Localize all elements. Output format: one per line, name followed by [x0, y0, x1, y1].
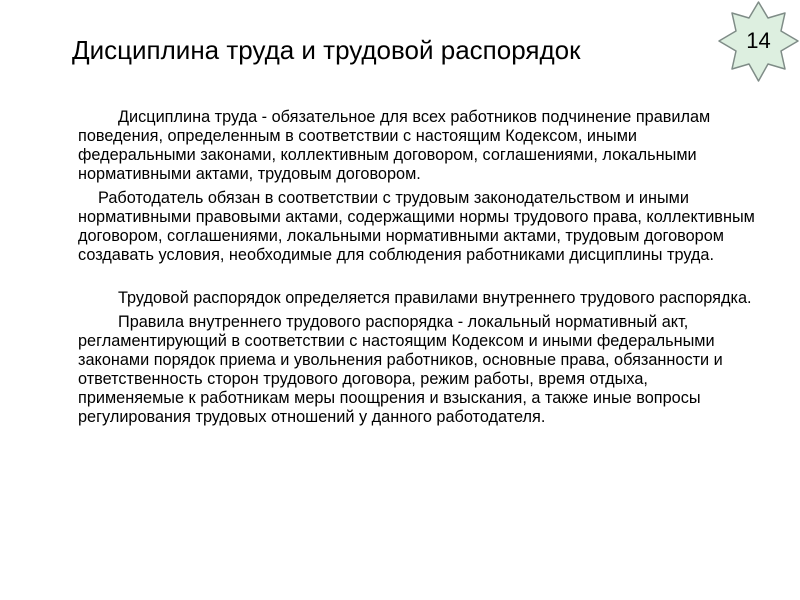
- paragraph-discipline-definition: Дисциплина труда - обязательное для всех работников подчинение правилам поведения, определенным в соответствии с настоящим Кодексом, иными федеральными законами, коллективным договором, соглашениями, локальными нормативными актами, трудовым договором.: [78, 108, 711, 183]
- paragraph-employer-obligation: Работодатель обязан в соответствии с трудовым законодательством и иными нормативными правовыми актами, содержащими нормы трудового права, коллективным договором, соглашениями, локальными нормативными актами, трудовым договором создавать условия, необходимые для соблюдения работниками дисциплины труда.: [78, 189, 755, 264]
- slide-title: Дисциплина труда и трудовой распорядок: [72, 35, 581, 65]
- paragraph-work-schedule: Трудовой распорядок определяется правилами внутреннего трудового распорядка.: [118, 289, 752, 307]
- page-number-badge: [717, 0, 800, 84]
- slide-body: [78, 108, 758, 427]
- paragraph-internal-rules: Правила внутреннего трудового распорядка - локальный нормативный акт, регламентирующий в соответствии с настоящим Кодексом и иными федеральными законами порядок приема и увольнения работников, основные права, обязанности и ответственность сторон трудового договора, режим работы, время отдыха, применяемые к работникам меры поощрения и взыскания, а также иные вопросы регулирования трудовых отношений у данного работодателя.: [78, 313, 723, 426]
- page-number: 14: [746, 28, 771, 53]
